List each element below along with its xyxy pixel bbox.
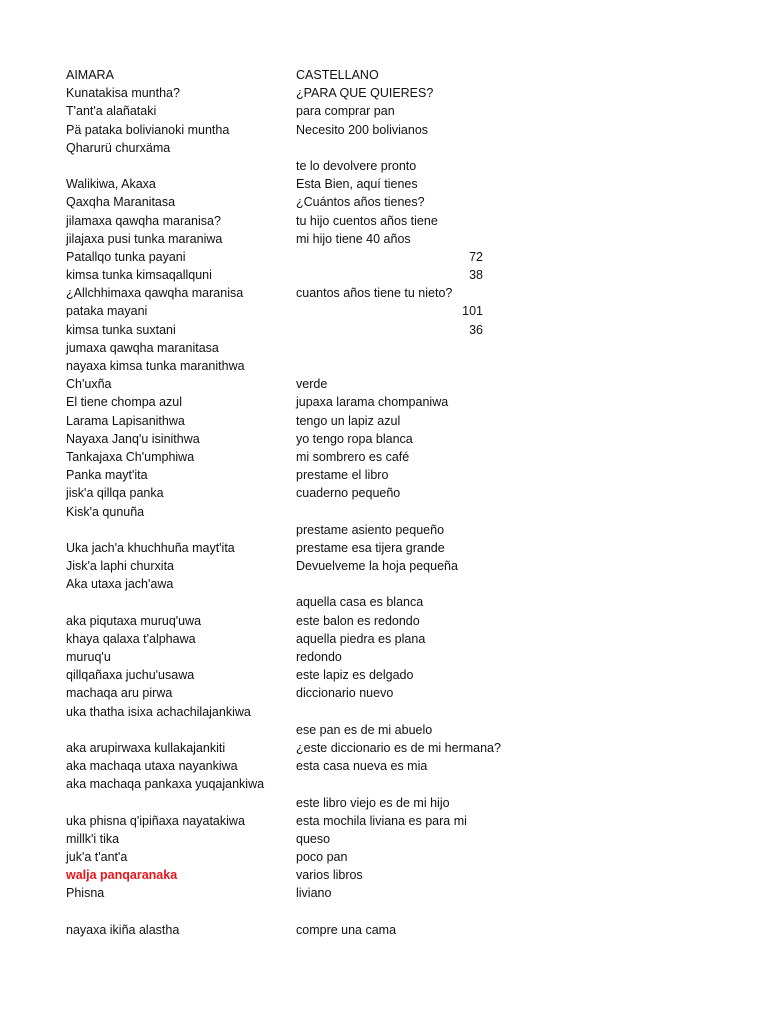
- aimara-cell: uka thatha isixa achachilajankiwa: [66, 704, 251, 719]
- table-row: [0, 721, 768, 739]
- table-row: [0, 812, 768, 830]
- aimara-cell: aka arupirwaxa kullakajankiti: [66, 740, 226, 755]
- table-row: [0, 557, 768, 575]
- column-header-castellano: CASTELLANO: [296, 68, 379, 82]
- castellano-cell: queso: [296, 831, 331, 846]
- castellano-cell: mi sombrero es café: [296, 449, 410, 464]
- table-row: [0, 521, 768, 539]
- table-row: [0, 884, 768, 902]
- table-row: [0, 430, 768, 448]
- table-row: [0, 503, 768, 521]
- aimara-cell: qillqañaxa juchu'usawa: [66, 668, 195, 683]
- table-row: [0, 684, 768, 702]
- aimara-cell: kimsa tunka kimsaqallquni: [66, 268, 212, 283]
- castellano-cell: Esta Bien, aquí tienes: [296, 177, 418, 192]
- table-body: [0, 84, 768, 939]
- aimara-cell: Ch'uxña: [66, 377, 112, 392]
- castellano-cell: ¿Cuántos años tienes?: [296, 195, 425, 210]
- aimara-cell: aka piqutaxa muruq'uwa: [66, 613, 202, 628]
- castellano-cell: esta mochila liviana es para mi: [296, 813, 467, 828]
- table-row: [0, 412, 768, 430]
- aimara-cell: millk'i tika: [66, 831, 120, 846]
- header-row: [0, 66, 768, 84]
- aimara-cell: nayaxa ikiña alastha: [66, 922, 180, 937]
- table-row: [0, 175, 768, 193]
- castellano-cell: Necesito 200 bolivianos: [296, 122, 429, 137]
- castellano-cell: verde: [296, 377, 328, 392]
- aimara-cell: Qaxqha Maranitasa: [66, 195, 176, 210]
- aimara-cell: Kunatakisa muntha?: [66, 86, 180, 101]
- table-row: [0, 903, 768, 921]
- castellano-cell: prestame el libro: [296, 468, 389, 483]
- castellano-cell: cuaderno pequeño: [296, 486, 401, 501]
- aimara-cell: kimsa tunka suxtani: [66, 322, 176, 337]
- castellano-cell: varios libros: [296, 868, 363, 883]
- column-header-aimara: AIMARA: [66, 68, 114, 82]
- castellano-cell: ¿este diccionario es de mi hermana?: [296, 740, 501, 755]
- aimara-cell: Nayaxa Janq'u isinithwa: [66, 431, 200, 446]
- castellano-cell: aquella piedra es plana: [296, 631, 426, 646]
- aimara-cell: Pä pataka bolivianoki muntha: [66, 122, 230, 137]
- table-row: [0, 375, 768, 393]
- castellano-cell: mi hijo tiene 40 años: [296, 231, 411, 246]
- aimara-cell: jisk'a qillqa panka: [66, 486, 164, 501]
- castellano-cell: diccionario nuevo: [296, 686, 394, 701]
- aimara-cell: Larama Lapisanithwa: [66, 413, 185, 428]
- table-row: [0, 212, 768, 230]
- aimara-cell: aka machaqa pankaxa yuqajankiwa: [66, 777, 265, 792]
- castellano-cell: jupaxa larama chompaniwa: [296, 395, 449, 410]
- table-row: [0, 794, 768, 812]
- table-row: [0, 193, 768, 211]
- number-cell: 38: [469, 268, 483, 283]
- table-row: [0, 739, 768, 757]
- aimara-cell: khaya qalaxa t'alphawa: [66, 631, 196, 646]
- table-row: [0, 703, 768, 721]
- castellano-cell: aquella casa es blanca: [296, 595, 424, 610]
- aimara-cell: muruq'u: [66, 650, 111, 664]
- castellano-cell: ¿PARA QUE QUIERES?: [296, 86, 434, 101]
- aimara-cell: Phisna: [66, 886, 105, 901]
- aimara-cell: jumaxa qawqha maranitasa: [66, 340, 219, 355]
- castellano-cell: redondo: [296, 650, 342, 664]
- castellano-cell: prestame esa tijera grande: [296, 540, 445, 555]
- table-row: [0, 121, 768, 139]
- number-cell: 72: [469, 249, 483, 264]
- table-row: [0, 139, 768, 157]
- aimara-cell: pataka mayani: [66, 304, 148, 319]
- table-row: [0, 248, 768, 266]
- table-row: [0, 321, 768, 339]
- table-row: [0, 393, 768, 411]
- castellano-cell: yo tengo ropa blanca: [296, 431, 413, 446]
- aimara-cell: ¿Allchhimaxa qawqha maranisa: [66, 286, 244, 301]
- table-row: [0, 775, 768, 793]
- castellano-cell: ese pan es de mi abuelo: [296, 722, 433, 737]
- table-row: [0, 157, 768, 175]
- aimara-cell: Kisk'a qunuña: [66, 504, 145, 519]
- castellano-cell: tengo un lapiz azul: [296, 413, 401, 428]
- table-row: [0, 866, 768, 884]
- aimara-cell: juk'a t'ant'a: [66, 850, 128, 865]
- castellano-cell: liviano: [296, 886, 332, 901]
- table-row: [0, 648, 768, 666]
- table-row: [0, 830, 768, 848]
- aimara-cell: Patallqo tunka payani: [66, 249, 186, 264]
- table-row: [0, 84, 768, 102]
- aimara-cell: Aka utaxa jach'awa: [66, 577, 174, 592]
- castellano-cell: para comprar pan: [296, 104, 395, 119]
- aimara-cell: T'ant'a alañataki: [66, 104, 157, 119]
- table-row: [0, 466, 768, 484]
- aimara-cell: Walikiwa, Akaxa: [66, 177, 156, 192]
- number-cell: 101: [462, 304, 483, 319]
- table-row: [0, 757, 768, 775]
- aimara-cell: walja panqaranaka: [66, 868, 178, 883]
- castellano-cell: tu hijo cuentos años tiene: [296, 213, 438, 228]
- table-row: [0, 484, 768, 502]
- aimara-cell: jilajaxa pusi tunka maraniwa: [66, 231, 223, 246]
- aimara-cell: uka phisna q'ipiñaxa nayatakiwa: [66, 813, 245, 828]
- table-row: [0, 666, 768, 684]
- aimara-cell: jilamaxa qawqha maranisa?: [66, 213, 221, 228]
- table-row: [0, 448, 768, 466]
- castellano-cell: te lo devolvere pronto: [296, 158, 417, 173]
- aimara-cell: Uka jach'a khuchhuña mayt'ita: [66, 540, 235, 555]
- aimara-cell: machaqa aru pirwa: [66, 686, 173, 701]
- aimara-cell: aka machaqa utaxa nayankiwa: [66, 759, 238, 774]
- table-row: [0, 593, 768, 611]
- aimara-cell: nayaxa kimsa tunka maranithwa: [66, 359, 245, 373]
- castellano-cell: este balon es redondo: [296, 613, 420, 628]
- castellano-cell: cuantos años tiene tu nieto?: [296, 286, 453, 301]
- table-row: [0, 575, 768, 593]
- table-row: [0, 266, 768, 284]
- table-row: [0, 921, 768, 939]
- castellano-cell: este libro viejo es de mi hijo: [296, 795, 450, 810]
- table-row: [0, 612, 768, 630]
- aimara-cell: Tankajaxa Ch'umphiwa: [66, 449, 195, 464]
- castellano-cell: Devuelveme la hoja pequeña: [296, 559, 458, 574]
- castellano-cell: prestame asiento pequeño: [296, 522, 445, 537]
- castellano-cell: poco pan: [296, 850, 348, 865]
- aimara-cell: Jisk'a laphi churxita: [66, 559, 174, 574]
- table-row: [0, 230, 768, 248]
- castellano-cell: compre una cama: [296, 922, 397, 937]
- table-row: [0, 539, 768, 557]
- aimara-cell: Panka mayt'ita: [66, 468, 148, 483]
- spreadsheet-sheet: [0, 66, 768, 939]
- table-row: [0, 357, 768, 375]
- aimara-cell: El tiene chompa azul: [66, 395, 183, 410]
- table-row: [0, 848, 768, 866]
- castellano-cell: esta casa nueva es mia: [296, 759, 428, 774]
- table-row: [0, 339, 768, 357]
- table-row: [0, 284, 768, 302]
- number-cell: 36: [469, 322, 483, 337]
- table-row: [0, 302, 768, 320]
- table-row: [0, 630, 768, 648]
- table-row: [0, 102, 768, 120]
- castellano-cell: este lapiz es delgado: [296, 668, 414, 683]
- aimara-cell: Qharurü churxäma: [66, 140, 171, 155]
